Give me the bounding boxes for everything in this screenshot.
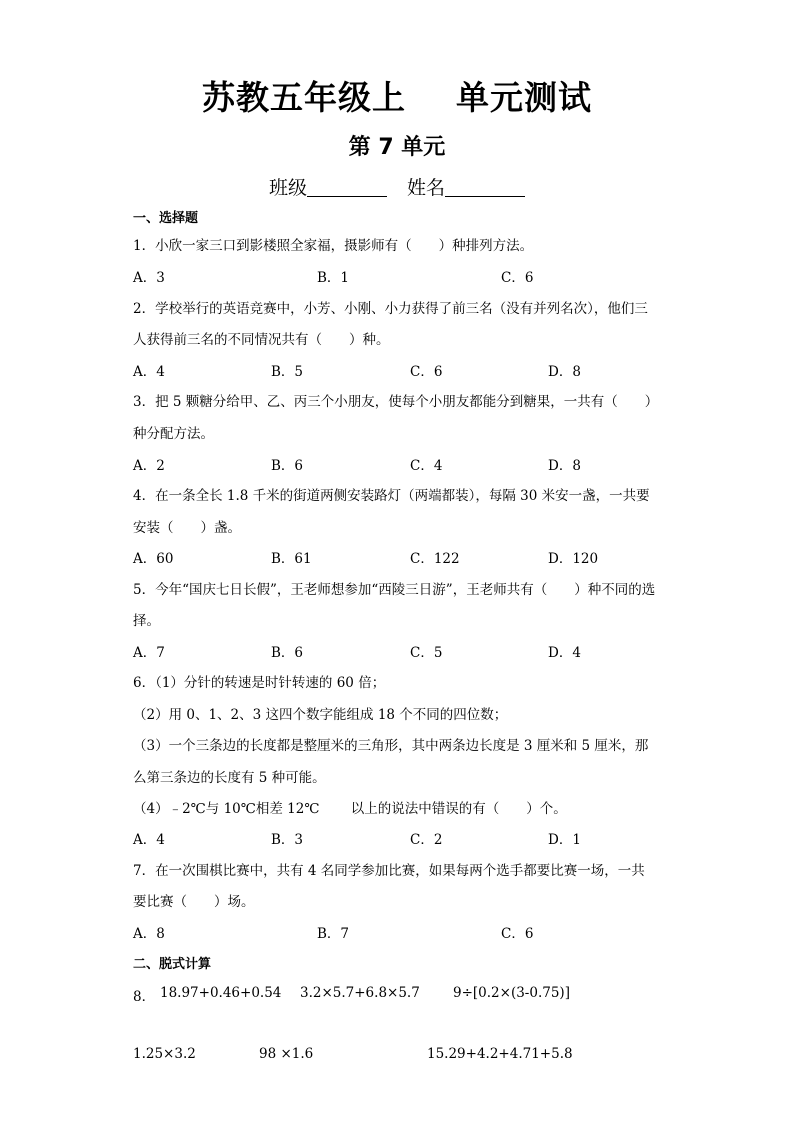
- class-label: 班级: [268, 177, 307, 199]
- option-b[interactable]: B．7: [317, 926, 350, 942]
- title-left: 苏教五年级上: [202, 78, 406, 117]
- calc-expression: 15.29+4.2+4.71+5.8: [427, 1046, 573, 1062]
- option-a[interactable]: A．60: [133, 551, 174, 567]
- option-c[interactable]: C．6: [501, 270, 534, 286]
- question-3-line: 3．把 5 颗糖分给甲、乙、丙三个小朋友，使每个小朋友都能分到糖果，一共有（ ）: [133, 394, 659, 410]
- calc-question-number: 8．: [133, 989, 156, 1005]
- option-b[interactable]: B．61: [271, 551, 312, 567]
- question-5-line: 择。: [133, 613, 160, 629]
- option-d[interactable]: D．1: [548, 832, 581, 848]
- option-c[interactable]: C．6: [410, 364, 443, 380]
- question-7-line: 7．在一次围棋比赛中，共有 4 名同学参加比赛，如果每两个选手都要比赛一场，一共: [133, 863, 645, 879]
- question-7-line: 要比赛（ ）场。: [133, 894, 255, 910]
- option-d[interactable]: D．120: [548, 551, 599, 567]
- question-2-options: [133, 360, 693, 380]
- question-6-line: 6．（1）分针的转速是时针转速的 60 倍；: [133, 675, 386, 691]
- class-blank[interactable]: [307, 178, 387, 197]
- question-2-line: 2．学校举行的英语竞赛中，小芳、小刚、小力获得了前三名（没有并列名次），他们三: [133, 301, 648, 317]
- question-3-options: [133, 454, 693, 474]
- option-c[interactable]: C．2: [410, 832, 443, 848]
- option-a[interactable]: A．2: [133, 458, 165, 474]
- question-4-line: 4．在一条全长 1.8 千米的街道两侧安装路灯（两端都装），每隔 30 米安一盏，一共要: [133, 488, 650, 504]
- option-b[interactable]: B．5: [271, 364, 304, 380]
- question-6-line: （4）﹣2℃与 10℃相差 12℃ 以上的说法中错误的有（ ）个。: [133, 801, 567, 817]
- option-b[interactable]: B．1: [317, 270, 350, 286]
- question-5-options: [133, 641, 693, 661]
- option-b[interactable]: B．6: [271, 458, 304, 474]
- question-6-options: [133, 828, 693, 848]
- option-a[interactable]: A．7: [133, 645, 165, 661]
- option-a[interactable]: A．3: [133, 270, 165, 286]
- question-4-options: [133, 547, 693, 567]
- calc-expression: 1.25×3.2: [133, 1046, 196, 1062]
- question-6-line: （3）一个三条边的长度都是整厘米的三角形，其中两条边长度是 3 厘米和 5 厘米，那: [133, 738, 649, 754]
- option-b[interactable]: B．6: [271, 645, 304, 661]
- question-5-line: 5．今年“国庆七日长假”，王老师想参加“西陵三日游”，王老师共有（ ）种不同的选: [133, 582, 656, 598]
- option-d[interactable]: D．8: [548, 458, 581, 474]
- question-6-line: （2）用 0、1、2、3 这四个数字能组成 18 个不同的四位数；: [133, 707, 508, 723]
- option-c[interactable]: C．122: [410, 551, 460, 567]
- title-right: 单元测试: [456, 78, 592, 117]
- calc-expression: 9÷[0.2×(3-0.75)]: [453, 985, 570, 1001]
- question-1-options: [133, 266, 693, 286]
- question-2-line: 人获得前三名的不同情况共有（ ）种。: [133, 332, 390, 348]
- section-heading-calc: 二、脱式计算: [133, 957, 212, 972]
- option-c[interactable]: C．5: [410, 645, 443, 661]
- option-a[interactable]: A．4: [133, 364, 165, 380]
- calc-expression: 3.2×5.7+6.8×5.7: [300, 985, 420, 1001]
- question-3-line: 种分配方法。: [133, 426, 214, 442]
- name-label: 姓名: [407, 177, 446, 199]
- student-info-line: [0, 173, 794, 200]
- calc-expression: 18.97+0.46+0.54: [160, 985, 282, 1001]
- calc-expression: 98 ×1.6: [259, 1046, 314, 1062]
- option-a[interactable]: A．8: [133, 926, 165, 942]
- name-blank[interactable]: [445, 178, 525, 197]
- question-7-options: [133, 922, 693, 942]
- option-b[interactable]: B．3: [271, 832, 304, 848]
- option-d[interactable]: D．8: [548, 364, 581, 380]
- option-d[interactable]: D．4: [548, 645, 581, 661]
- option-c[interactable]: C．6: [501, 926, 534, 942]
- question-6-line: 么第三条边的长度有 5 种可能。: [133, 770, 326, 786]
- unit-title: 第 7 单元: [348, 135, 446, 160]
- option-c[interactable]: C．4: [410, 458, 443, 474]
- section-heading-choice: 一、选择题: [133, 211, 199, 226]
- question-4-line: 安装（ ）盏。: [133, 520, 241, 536]
- option-a[interactable]: A．4: [133, 832, 165, 848]
- question-1-line: 1．小欣一家三口到影楼照全家福，摄影师有（ ）种排列方法。: [133, 238, 534, 254]
- page-title: [0, 72, 794, 119]
